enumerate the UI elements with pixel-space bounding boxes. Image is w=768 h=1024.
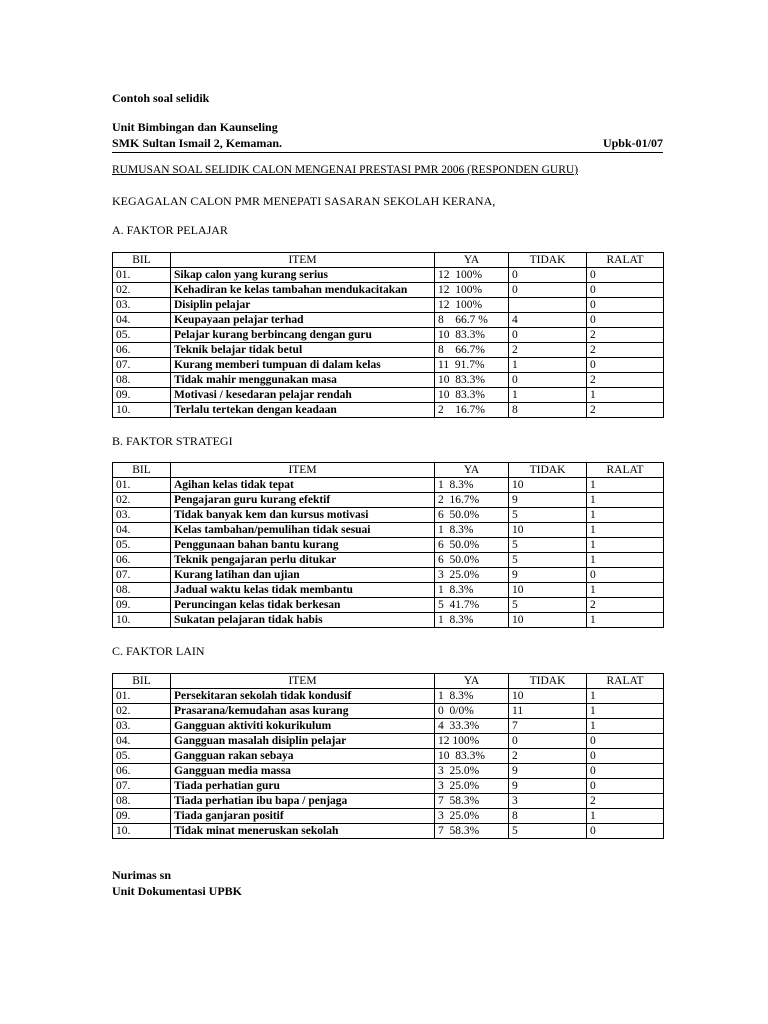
cell-ya: 2 16.7% — [435, 403, 509, 418]
cell-item: Peruncingan kelas tidak berkesan — [171, 598, 435, 613]
cell-item: Terlalu tertekan dengan keadaan — [171, 403, 435, 418]
cell-bil: 09. — [113, 809, 171, 824]
unit-name: Unit Bimbingan dan Kaunseling — [112, 120, 278, 134]
cell-item: Tiada perhatian ibu bapa / penjaga — [171, 794, 435, 809]
cell-ya: 12 100% — [435, 268, 509, 283]
cell-tidak: 10 — [509, 478, 587, 493]
cell-ralat: 1 — [587, 493, 664, 508]
cell-ralat: 0 — [587, 313, 664, 328]
cell-bil: 08. — [113, 583, 171, 598]
col-ya: YA — [435, 674, 509, 689]
cell-bil: 04. — [113, 734, 171, 749]
table-row — [113, 538, 664, 553]
cell-item: Disiplin pelajar — [171, 298, 435, 313]
cell-bil: 06. — [113, 553, 171, 568]
cell-ya: 11 91.7% — [435, 358, 509, 373]
cell-ya: 3 25.0% — [435, 764, 509, 779]
cell-bil: 01. — [113, 478, 171, 493]
cell-ralat: 1 — [587, 719, 664, 734]
cell-item: Pelajar kurang berbincang dengan guru — [171, 328, 435, 343]
cell-ralat: 2 — [587, 373, 664, 388]
section-b-title: B. FAKTOR STRATEGI — [112, 434, 233, 448]
cell-bil: 10. — [113, 403, 171, 418]
cell-item: Teknik belajar tidak betul — [171, 343, 435, 358]
table-row — [113, 478, 664, 493]
cell-bil: 02. — [113, 283, 171, 298]
table-row — [113, 613, 664, 628]
school-name: SMK Sultan Ismail 2, Kemaman. — [112, 136, 283, 150]
table-row — [113, 388, 664, 403]
cell-bil: 09. — [113, 388, 171, 403]
header-divider — [112, 152, 663, 153]
cell-ralat: 0 — [587, 568, 664, 583]
section-a-table — [112, 252, 664, 418]
cell-item: Sukatan pelajaran tidak habis — [171, 613, 435, 628]
cell-tidak: 2 — [509, 343, 587, 358]
table-row — [113, 268, 664, 283]
cell-tidak: 7 — [509, 719, 587, 734]
reference-code: Upbk-01/07 — [602, 136, 663, 150]
cell-bil: 08. — [113, 794, 171, 809]
table-header-row — [113, 463, 664, 478]
cell-tidak: 0 — [509, 373, 587, 388]
cell-tidak: 8 — [509, 403, 587, 418]
section-c-rows — [113, 689, 664, 839]
section-c-table — [112, 673, 664, 839]
col-ralat: RALAT — [587, 463, 664, 478]
cell-bil: 06. — [113, 343, 171, 358]
section-c-title: C. FAKTOR LAIN — [112, 644, 205, 658]
cell-bil: 10. — [113, 824, 171, 839]
cell-tidak: 8 — [509, 809, 587, 824]
cell-tidak: 4 — [509, 313, 587, 328]
cell-bil: 02. — [113, 704, 171, 719]
table-row — [113, 328, 664, 343]
cell-bil: 05. — [113, 328, 171, 343]
col-bil: BIL — [113, 463, 171, 478]
cell-item: Sikap calon yang kurang serius — [171, 268, 435, 283]
cell-ya: 3 25.0% — [435, 568, 509, 583]
table-row — [113, 809, 664, 824]
cell-item: Kurang memberi tumpuan di dalam kelas — [171, 358, 435, 373]
cell-tidak: 5 — [509, 598, 587, 613]
cell-item: Pengajaran guru kurang efektif — [171, 493, 435, 508]
cell-ralat: 2 — [587, 598, 664, 613]
cell-item: Keupayaan pelajar terhad — [171, 313, 435, 328]
cell-ralat: 1 — [587, 478, 664, 493]
table-row — [113, 794, 664, 809]
footer-unit: Unit Dokumentasi UPBK — [112, 884, 243, 898]
cell-ya: 1 8.3% — [435, 689, 509, 704]
table-row — [113, 403, 664, 418]
cell-ralat: 1 — [587, 583, 664, 598]
cell-tidak: 1 — [509, 388, 587, 403]
cell-ralat: 0 — [587, 749, 664, 764]
cell-item: Persekitaran sekolah tidak kondusif — [171, 689, 435, 704]
cell-tidak: 2 — [509, 749, 587, 764]
cell-tidak: 10 — [509, 689, 587, 704]
col-item: ITEM — [171, 674, 435, 689]
col-bil: BIL — [113, 253, 171, 268]
cell-bil: 04. — [113, 523, 171, 538]
cell-tidak: 9 — [509, 493, 587, 508]
table-row — [113, 583, 664, 598]
cell-tidak: 5 — [509, 538, 587, 553]
table-row — [113, 373, 664, 388]
cell-bil: 10. — [113, 613, 171, 628]
cell-ralat: 0 — [587, 358, 664, 373]
cell-tidak: 11 — [509, 704, 587, 719]
table-row — [113, 493, 664, 508]
cell-ya: 6 50.0% — [435, 508, 509, 523]
cell-ralat: 0 — [587, 283, 664, 298]
col-ya: YA — [435, 463, 509, 478]
cell-item: Gangguan media massa — [171, 764, 435, 779]
cell-bil: 02. — [113, 493, 171, 508]
table-row — [113, 779, 664, 794]
cell-tidak: 0 — [509, 283, 587, 298]
cell-bil: 09. — [113, 598, 171, 613]
table-row — [113, 598, 664, 613]
cell-ya: 10 83.3% — [435, 388, 509, 403]
cell-item: Tidak mahir menggunakan masa — [171, 373, 435, 388]
cell-ya: 3 25.0% — [435, 779, 509, 794]
col-ya: YA — [435, 253, 509, 268]
cell-bil: 01. — [113, 268, 171, 283]
cell-item: Prasarana/kemudahan asas kurang — [171, 704, 435, 719]
section-b-rows — [113, 478, 664, 628]
cell-item: Kurang latihan dan ujian — [171, 568, 435, 583]
document-title: RUMUSAN SOAL SELIDIK CALON MENGENAI PRESTASI PMR 2006 (RESPONDEN GURU) — [112, 164, 579, 176]
table-row — [113, 764, 664, 779]
cell-tidak: 5 — [509, 824, 587, 839]
cell-ya: 4 33.3% — [435, 719, 509, 734]
cell-ralat: 0 — [587, 764, 664, 779]
table-row — [113, 734, 664, 749]
cell-ralat: 2 — [587, 343, 664, 358]
cell-tidak: 0 — [509, 268, 587, 283]
cell-ya: 5 41.7% — [435, 598, 509, 613]
table-row — [113, 749, 664, 764]
cell-item: Kehadiran ke kelas tambahan mendukacitakan — [171, 283, 435, 298]
col-tidak: TIDAK — [509, 253, 587, 268]
table-row — [113, 689, 664, 704]
section-a-rows — [113, 268, 664, 418]
col-item: ITEM — [171, 253, 435, 268]
cell-tidak: 9 — [509, 764, 587, 779]
cell-ralat: 2 — [587, 328, 664, 343]
document-subtitle: KEGAGALAN CALON PMR MENEPATI SASARAN SEKOLAH KERANA, — [112, 194, 496, 208]
cell-ralat: 1 — [587, 538, 664, 553]
cell-ralat: 2 — [587, 794, 664, 809]
section-a-title: A. FAKTOR PELAJAR — [112, 223, 228, 237]
cell-ralat: 0 — [587, 779, 664, 794]
cell-ralat: 1 — [587, 809, 664, 824]
cell-ya: 7 58.3% — [435, 794, 509, 809]
cell-bil: 07. — [113, 568, 171, 583]
cell-ya: 12 100% — [435, 298, 509, 313]
cell-ralat: 1 — [587, 689, 664, 704]
cell-ya: 8 66.7% — [435, 343, 509, 358]
cell-tidak: 9 — [509, 779, 587, 794]
cell-bil: 04. — [113, 313, 171, 328]
table-row — [113, 358, 664, 373]
cell-tidak: 10 — [509, 583, 587, 598]
footer-name: Nurimas sn — [112, 868, 172, 882]
col-bil: BIL — [113, 674, 171, 689]
cell-item: Tidak banyak kem dan kursus motivasi — [171, 508, 435, 523]
cell-ya: 1 8.3% — [435, 613, 509, 628]
cell-ya: 1 8.3% — [435, 583, 509, 598]
cell-bil: 05. — [113, 749, 171, 764]
table-row — [113, 523, 664, 538]
cell-item: Gangguan rakan sebaya — [171, 749, 435, 764]
cell-tidak: 1 — [509, 358, 587, 373]
cell-ya: 7 58.3% — [435, 824, 509, 839]
cell-item: Gangguan masalah disiplin pelajar — [171, 734, 435, 749]
table-row — [113, 824, 664, 839]
cell-ralat: 0 — [587, 734, 664, 749]
table-header-row — [113, 253, 664, 268]
cell-item: Tiada perhatian guru — [171, 779, 435, 794]
table-row — [113, 298, 664, 313]
cell-ya: 6 50.0% — [435, 538, 509, 553]
cell-ralat: 1 — [587, 704, 664, 719]
table-row — [113, 704, 664, 719]
cell-ralat: 0 — [587, 298, 664, 313]
cell-tidak: 10 — [509, 613, 587, 628]
cell-ralat: 1 — [587, 508, 664, 523]
cell-bil: 03. — [113, 508, 171, 523]
cell-item: Motivasi / kesedaran pelajar rendah — [171, 388, 435, 403]
cell-ya: 1 8.3% — [435, 523, 509, 538]
cell-ralat: 0 — [587, 268, 664, 283]
cell-ya: 10 83.3% — [435, 328, 509, 343]
cell-ya: 10 83.3% — [435, 373, 509, 388]
cell-ya: 3 25.0% — [435, 809, 509, 824]
cell-item: Penggunaan bahan bantu kurang — [171, 538, 435, 553]
table-row — [113, 508, 664, 523]
col-ralat: RALAT — [587, 674, 664, 689]
col-tidak: TIDAK — [509, 463, 587, 478]
cell-ya: 10 83.3% — [435, 749, 509, 764]
cell-tidak: 5 — [509, 508, 587, 523]
cell-bil: 06. — [113, 764, 171, 779]
cell-ya: 6 50.0% — [435, 553, 509, 568]
cell-tidak: 9 — [509, 568, 587, 583]
cell-bil: 01. — [113, 689, 171, 704]
table-header-row — [113, 674, 664, 689]
cell-ralat: 1 — [587, 613, 664, 628]
cell-tidak: 10 — [509, 523, 587, 538]
cell-bil: 07. — [113, 358, 171, 373]
cell-bil: 08. — [113, 373, 171, 388]
cell-ya: 1 8.3% — [435, 478, 509, 493]
cell-tidak: 3 — [509, 794, 587, 809]
col-item: ITEM — [171, 463, 435, 478]
cell-item: Tiada ganjaran positif — [171, 809, 435, 824]
cell-tidak — [509, 298, 587, 313]
table-row — [113, 343, 664, 358]
cell-ralat: 1 — [587, 523, 664, 538]
cell-bil: 03. — [113, 298, 171, 313]
table-row — [113, 568, 664, 583]
table-row — [113, 719, 664, 734]
cell-ralat: 2 — [587, 403, 664, 418]
cell-ya: 2 16.7% — [435, 493, 509, 508]
cell-item: Jadual waktu kelas tidak membantu — [171, 583, 435, 598]
cell-bil: 07. — [113, 779, 171, 794]
cell-ralat: 1 — [587, 388, 664, 403]
cell-ralat: 0 — [587, 824, 664, 839]
cell-tidak: 0 — [509, 328, 587, 343]
table-row — [113, 553, 664, 568]
cell-ya: 8 66.7 % — [435, 313, 509, 328]
document-heading: Contoh soal selidik — [112, 91, 210, 105]
cell-item: Tidak minat meneruskan sekolah — [171, 824, 435, 839]
table-row — [113, 283, 664, 298]
cell-ralat: 1 — [587, 553, 664, 568]
cell-bil: 05. — [113, 538, 171, 553]
cell-item: Teknik pengajaran perlu ditukar — [171, 553, 435, 568]
table-row — [113, 313, 664, 328]
cell-item: Gangguan aktiviti kokurikulum — [171, 719, 435, 734]
section-b-table — [112, 462, 664, 628]
col-ralat: RALAT — [587, 253, 664, 268]
cell-bil: 03. — [113, 719, 171, 734]
cell-ya: 12 100% — [435, 283, 509, 298]
cell-tidak: 5 — [509, 553, 587, 568]
cell-ya: 12 100% — [435, 734, 509, 749]
col-tidak: TIDAK — [509, 674, 587, 689]
cell-item: Kelas tambahan/pemulihan tidak sesuai — [171, 523, 435, 538]
cell-ya: 0 0/0% — [435, 704, 509, 719]
cell-item: Agihan kelas tidak tepat — [171, 478, 435, 493]
cell-tidak: 0 — [509, 734, 587, 749]
